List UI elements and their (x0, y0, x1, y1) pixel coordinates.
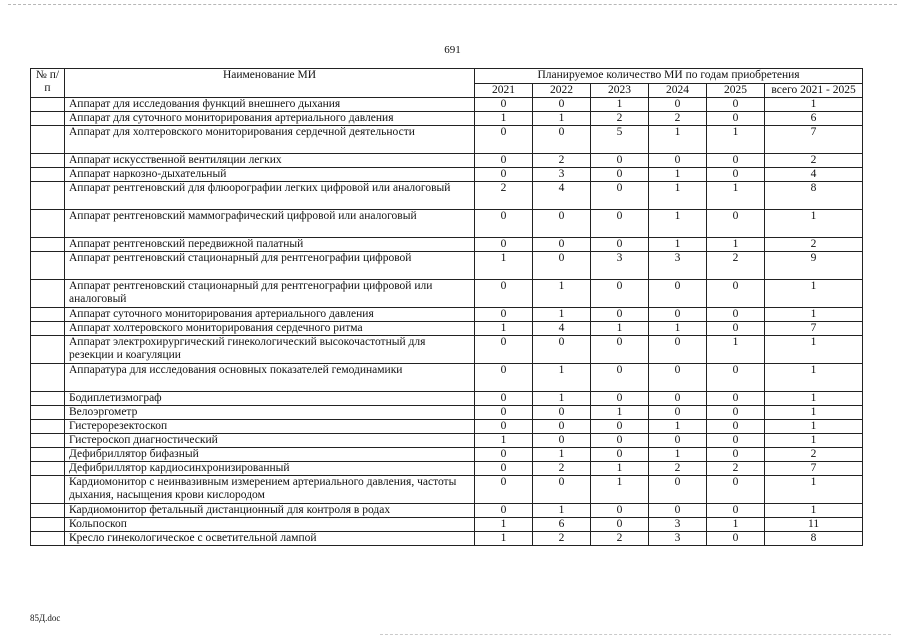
year-value: 0 (707, 112, 765, 126)
year-value: 0 (533, 336, 591, 364)
year-value: 0 (707, 434, 765, 448)
scan-edge-top (8, 4, 897, 5)
total-value: 1 (765, 98, 863, 112)
header-year: 2025 (707, 84, 765, 98)
header-group: Планируемое количество МИ по годам приобретения (475, 69, 863, 84)
year-value: 0 (707, 280, 765, 308)
total-value: 1 (765, 210, 863, 238)
equipment-name: Бодиплетизмограф (65, 392, 475, 406)
year-value: 0 (707, 504, 765, 518)
year-value: 1 (591, 462, 649, 476)
header-year: 2023 (591, 84, 649, 98)
year-value: 2 (533, 462, 591, 476)
table-row (31, 476, 863, 504)
row-number-cell (31, 434, 65, 448)
year-value: 1 (475, 518, 533, 532)
year-value: 0 (649, 392, 707, 406)
table-row (31, 210, 863, 238)
year-value: 1 (533, 364, 591, 392)
year-value: 0 (533, 420, 591, 434)
table-row (31, 154, 863, 168)
equipment-name: Гистерорезектоскоп (65, 420, 475, 434)
year-value: 0 (591, 420, 649, 434)
year-value: 0 (591, 448, 649, 462)
row-number-cell (31, 420, 65, 434)
row-number-cell (31, 364, 65, 392)
equipment-name: Гистероскоп диагностический (65, 434, 475, 448)
year-value: 1 (475, 252, 533, 280)
year-value: 1 (475, 434, 533, 448)
total-value: 2 (765, 238, 863, 252)
year-value: 1 (649, 322, 707, 336)
year-value: 1 (649, 210, 707, 238)
equipment-name: Кардиомонитор фетальный дистанционный для контроля в родах (65, 504, 475, 518)
total-value: 4 (765, 168, 863, 182)
total-value: 7 (765, 126, 863, 154)
equipment-name: Аппарат для исследования функций внешнего дыхания (65, 98, 475, 112)
total-value: 1 (765, 392, 863, 406)
year-value: 0 (533, 406, 591, 420)
row-number-cell (31, 98, 65, 112)
year-value: 0 (475, 420, 533, 434)
year-value: 0 (475, 406, 533, 420)
year-value: 1 (707, 518, 765, 532)
table-row (31, 238, 863, 252)
table-row (31, 448, 863, 462)
equipment-name: Аппарат рентгеновский стационарный для рентгенографии цифровой или аналоговый (65, 280, 475, 308)
year-value: 0 (649, 154, 707, 168)
table-row (31, 518, 863, 532)
year-value: 0 (707, 210, 765, 238)
year-value: 0 (475, 98, 533, 112)
table-row (31, 182, 863, 210)
equipment-name: Аппарат наркозно-дыхательный (65, 168, 475, 182)
table-row (31, 504, 863, 518)
year-value: 0 (533, 238, 591, 252)
year-value: 2 (649, 462, 707, 476)
total-value: 1 (765, 476, 863, 504)
equipment-table (30, 68, 863, 546)
total-value: 1 (765, 406, 863, 420)
table-row (31, 280, 863, 308)
year-value: 0 (707, 98, 765, 112)
year-value: 0 (533, 126, 591, 154)
table-row (31, 462, 863, 476)
equipment-name: Аппарат рентгеновский стационарный для рентгенографии цифровой (65, 252, 475, 280)
year-value: 1 (533, 392, 591, 406)
equipment-name: Аппарат рентгеновский для флюорографии легких цифровой или аналоговый (65, 182, 475, 210)
row-number-cell (31, 476, 65, 504)
header-total: всего 2021 - 2025 (765, 84, 863, 98)
equipment-name: Аппарат суточного мониторирования артериального давления (65, 308, 475, 322)
row-number-cell (31, 182, 65, 210)
year-value: 0 (533, 434, 591, 448)
year-value: 0 (475, 168, 533, 182)
total-value: 1 (765, 504, 863, 518)
table-row (31, 364, 863, 392)
year-value: 1 (649, 420, 707, 434)
year-value: 1 (707, 126, 765, 154)
year-value: 3 (649, 532, 707, 546)
equipment-name: Кардиомонитор с неинвазивным измерением артериального давления, частоты дыхания, насыщения крови кислородом (65, 476, 475, 504)
header-year: 2021 (475, 84, 533, 98)
year-value: 2 (707, 252, 765, 280)
year-value: 0 (475, 126, 533, 154)
year-value: 1 (649, 238, 707, 252)
equipment-name: Аппарат электрохирургический гинекологический высокочастотный для резекции и коагуляции (65, 336, 475, 364)
total-value: 7 (765, 462, 863, 476)
table-body (31, 98, 863, 546)
year-value: 4 (533, 322, 591, 336)
year-value: 2 (533, 532, 591, 546)
equipment-name: Велоэргометр (65, 406, 475, 420)
total-value: 9 (765, 252, 863, 280)
year-value: 0 (475, 476, 533, 504)
year-value: 1 (591, 476, 649, 504)
year-value: 0 (649, 98, 707, 112)
header-name: Наименование МИ (65, 69, 475, 98)
year-value: 0 (707, 476, 765, 504)
year-value: 0 (475, 462, 533, 476)
table-row (31, 112, 863, 126)
row-number-cell (31, 238, 65, 252)
year-value: 0 (591, 336, 649, 364)
year-value: 0 (591, 280, 649, 308)
total-value: 2 (765, 154, 863, 168)
total-value: 7 (765, 322, 863, 336)
year-value: 0 (475, 336, 533, 364)
total-value: 1 (765, 336, 863, 364)
year-value: 2 (475, 182, 533, 210)
total-value: 8 (765, 182, 863, 210)
year-value: 2 (707, 462, 765, 476)
year-value: 0 (649, 280, 707, 308)
total-value: 1 (765, 420, 863, 434)
table-row (31, 420, 863, 434)
year-value: 0 (475, 364, 533, 392)
year-value: 0 (533, 252, 591, 280)
table-row (31, 168, 863, 182)
row-number-cell (31, 154, 65, 168)
total-value: 8 (765, 532, 863, 546)
total-value: 1 (765, 434, 863, 448)
year-value: 2 (591, 532, 649, 546)
year-value: 3 (591, 252, 649, 280)
table-row (31, 434, 863, 448)
total-value: 1 (765, 364, 863, 392)
row-number-cell (31, 504, 65, 518)
row-number-cell (31, 322, 65, 336)
year-value: 1 (649, 182, 707, 210)
row-number-cell (31, 210, 65, 238)
header-number: № п/п (31, 69, 65, 98)
year-value: 0 (649, 336, 707, 364)
row-number-cell (31, 112, 65, 126)
year-value: 3 (533, 168, 591, 182)
year-value: 1 (475, 322, 533, 336)
year-value: 0 (475, 448, 533, 462)
table-row (31, 406, 863, 420)
year-value: 1 (707, 182, 765, 210)
row-number-cell (31, 406, 65, 420)
row-number-cell (31, 448, 65, 462)
equipment-name: Аппаратура для исследования основных показателей гемодинамики (65, 364, 475, 392)
equipment-name: Аппарат холтеровского мониторирования сердечного ритма (65, 322, 475, 336)
year-value: 0 (591, 392, 649, 406)
year-value: 0 (475, 504, 533, 518)
year-value: 1 (533, 280, 591, 308)
footer-filename: 85Д.doc (30, 613, 61, 623)
total-value: 2 (765, 448, 863, 462)
year-value: 1 (591, 406, 649, 420)
total-value: 6 (765, 112, 863, 126)
row-number-cell (31, 392, 65, 406)
total-value: 11 (765, 518, 863, 532)
table-row (31, 308, 863, 322)
header-year: 2024 (649, 84, 707, 98)
year-value: 0 (475, 210, 533, 238)
equipment-name: Аппарат рентгеновский передвижной палатный (65, 238, 475, 252)
row-number-cell (31, 532, 65, 546)
year-value: 0 (649, 504, 707, 518)
year-value: 0 (649, 308, 707, 322)
year-value: 0 (649, 406, 707, 420)
scan-edge-bottom (380, 634, 891, 635)
year-value: 0 (707, 308, 765, 322)
year-value: 0 (475, 280, 533, 308)
year-value: 0 (591, 364, 649, 392)
equipment-name: Кресло гинекологическое с осветительной лампой (65, 532, 475, 546)
row-number-cell (31, 252, 65, 280)
row-number-cell (31, 308, 65, 322)
total-value: 1 (765, 308, 863, 322)
year-value: 2 (649, 112, 707, 126)
equipment-name: Аппарат рентгеновский маммографический цифровой или аналоговый (65, 210, 475, 238)
row-number-cell (31, 518, 65, 532)
year-value: 0 (707, 420, 765, 434)
year-value: 0 (591, 518, 649, 532)
year-value: 0 (533, 210, 591, 238)
year-value: 6 (533, 518, 591, 532)
year-value: 0 (591, 434, 649, 448)
equipment-name: Дефибриллятор бифазный (65, 448, 475, 462)
year-value: 0 (533, 98, 591, 112)
year-value: 1 (533, 504, 591, 518)
year-value: 0 (707, 392, 765, 406)
year-value: 1 (649, 168, 707, 182)
year-value: 0 (591, 308, 649, 322)
year-value: 1 (533, 448, 591, 462)
year-value: 0 (649, 434, 707, 448)
year-value: 1 (649, 126, 707, 154)
year-value: 1 (649, 448, 707, 462)
year-value: 0 (707, 448, 765, 462)
table-row (31, 532, 863, 546)
year-value: 0 (475, 154, 533, 168)
total-value: 1 (765, 280, 863, 308)
year-value: 1 (533, 112, 591, 126)
table-row (31, 392, 863, 406)
row-number-cell (31, 280, 65, 308)
header-year: 2022 (533, 84, 591, 98)
year-value: 3 (649, 518, 707, 532)
year-value: 1 (475, 112, 533, 126)
row-number-cell (31, 168, 65, 182)
equipment-name: Кольпоскоп (65, 518, 475, 532)
table-row (31, 252, 863, 280)
year-value: 1 (707, 238, 765, 252)
page-number: 691 (444, 44, 461, 56)
year-value: 0 (707, 532, 765, 546)
year-value: 1 (475, 532, 533, 546)
year-value: 2 (591, 112, 649, 126)
year-value: 0 (649, 364, 707, 392)
year-value: 5 (591, 126, 649, 154)
year-value: 3 (649, 252, 707, 280)
year-value: 1 (533, 308, 591, 322)
year-value: 2 (533, 154, 591, 168)
year-value: 0 (707, 364, 765, 392)
year-value: 0 (591, 154, 649, 168)
row-number-cell (31, 462, 65, 476)
table-row (31, 322, 863, 336)
equipment-name: Аппарат искусственной вентиляции легких (65, 154, 475, 168)
year-value: 1 (591, 98, 649, 112)
table-row (31, 336, 863, 364)
row-number-cell (31, 126, 65, 154)
year-value: 0 (707, 322, 765, 336)
year-value: 0 (649, 476, 707, 504)
year-value: 0 (533, 476, 591, 504)
table-row (31, 98, 863, 112)
equipment-name: Дефибриллятор кардиосинхронизированный (65, 462, 475, 476)
year-value: 0 (591, 504, 649, 518)
year-value: 0 (707, 168, 765, 182)
year-value: 4 (533, 182, 591, 210)
year-value: 0 (475, 392, 533, 406)
equipment-name: Аппарат для холтеровского мониторирования сердечной деятельности (65, 126, 475, 154)
equipment-name: Аппарат для суточного мониторирования артериального давления (65, 112, 475, 126)
year-value: 1 (707, 336, 765, 364)
year-value: 0 (591, 210, 649, 238)
year-value: 0 (591, 238, 649, 252)
year-value: 0 (591, 168, 649, 182)
year-value: 0 (475, 238, 533, 252)
row-number-cell (31, 336, 65, 364)
year-value: 0 (591, 182, 649, 210)
year-value: 0 (707, 406, 765, 420)
year-value: 1 (591, 322, 649, 336)
year-value: 0 (475, 308, 533, 322)
table-row (31, 126, 863, 154)
year-value: 0 (707, 154, 765, 168)
